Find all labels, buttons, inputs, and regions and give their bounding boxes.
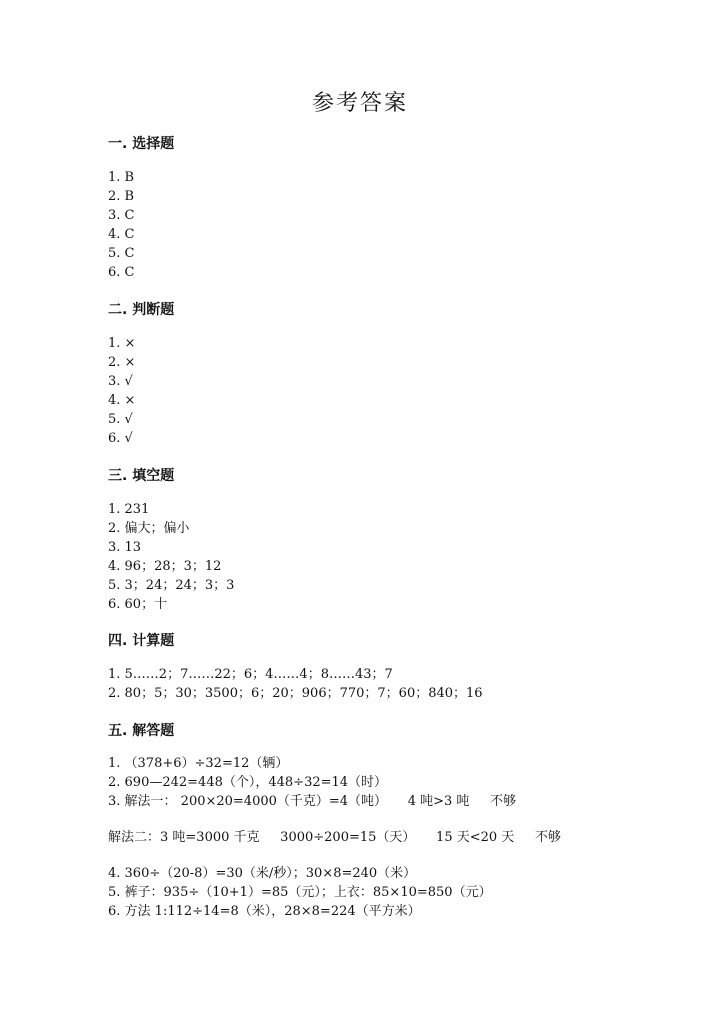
section-heading-solve: 五. 解答题 xyxy=(108,723,175,739)
answer-line: 5. C xyxy=(108,246,135,261)
answer-line: 2. 690—242=448（个），448÷32=14（时） xyxy=(108,775,388,790)
spacer xyxy=(108,847,561,864)
page-title: 参考答案 xyxy=(311,91,408,116)
section-heading-calc: 四. 计算题 xyxy=(108,633,175,649)
section-heading-choice: 一. 选择题 xyxy=(108,136,175,152)
answer-line: 3. 解法一： 200×20=4000（千克）=4（吨） 4 吨>3 吨 不够 xyxy=(108,794,517,809)
answer-line: 3. 13 xyxy=(108,540,142,555)
answer-line: 1. 231 xyxy=(108,502,150,517)
answer-line: 3. C xyxy=(108,208,135,223)
section-heading-fill: 三. 填空题 xyxy=(108,468,175,484)
answer-line: 1. 5……2；7……22；6；4……4；8……43；7 xyxy=(108,667,393,682)
answer-line: 6. C xyxy=(108,265,135,280)
spacer xyxy=(108,811,561,828)
answer-line: 1. B xyxy=(108,170,135,185)
answer-line: 1. （378+6）÷32=12（辆） xyxy=(108,756,289,771)
answer-line: 4. 96；28；3；12 xyxy=(108,559,222,574)
answer-line: 2. 偏大；偏小 xyxy=(108,521,190,536)
answer-line: 2. B xyxy=(108,189,135,204)
section-answers-choice xyxy=(108,168,134,282)
answer-line: 解法二：3 吨=3000 千克 3000÷200=15（天） 15 天<20 天 不够 xyxy=(108,830,561,845)
section-heading-judge: 二. 判断题 xyxy=(108,302,175,318)
answer-line: 5. 3；24；24；3；3 xyxy=(108,578,235,593)
answer-line: 6. √ xyxy=(108,431,133,446)
section-answers-fill xyxy=(108,500,234,614)
answer-line: 2. 80；5；30；3500；6；20；906；770；7；60；840；16 xyxy=(108,686,483,701)
answer-line: 2. × xyxy=(108,355,136,370)
section-answers-solve xyxy=(108,754,561,921)
answer-line: 4. 360÷（20-8）=30（米/秒）；30×8=240（米） xyxy=(108,866,417,881)
section-answers-judge xyxy=(108,334,135,448)
section-answers-calc xyxy=(108,665,483,703)
answer-line: 3. √ xyxy=(108,374,133,389)
answer-line: 6. 方法 1:112÷14=8（米），28×8=224（平方米） xyxy=(108,904,421,919)
answer-line: 6. 60；十 xyxy=(108,597,168,612)
answer-line: 4. C xyxy=(108,227,135,242)
answer-line: 1. × xyxy=(108,336,136,351)
answer-line: 4. × xyxy=(108,393,136,408)
answer-line: 5. 裤子：935÷（10+1）=85（元）；上衣：85×10=850（元） xyxy=(108,885,492,900)
answer-line: 5. √ xyxy=(108,412,133,427)
